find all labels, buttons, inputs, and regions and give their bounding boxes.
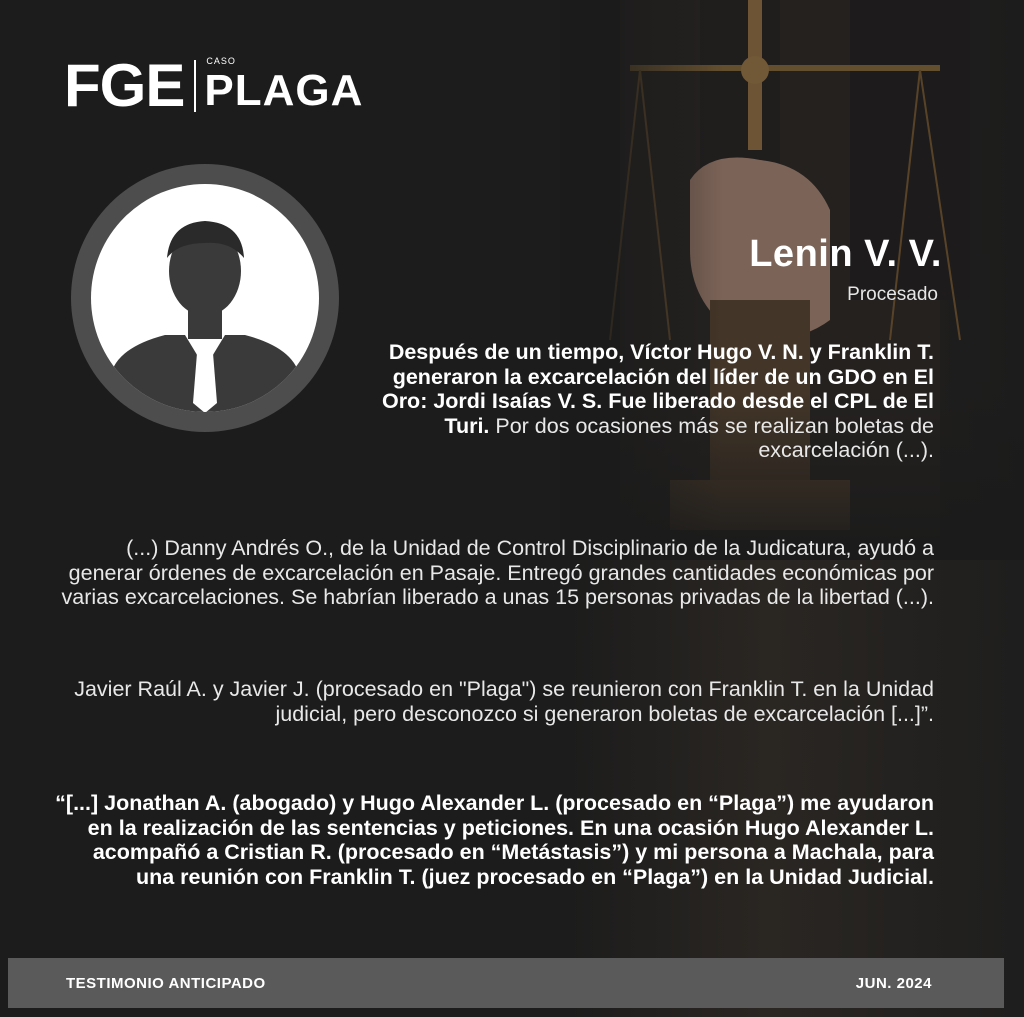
logo-plaga-group: [204, 56, 363, 116]
person-name: Lenin V. V.: [749, 233, 942, 275]
footer-label: TESTIMONIO ANTICIPADO: [66, 975, 266, 992]
logo-fge-text: FGE: [64, 52, 185, 119]
person-silhouette-icon: [70, 163, 340, 433]
testimony-paragraph-1: [354, 340, 934, 463]
fge-plaga-logo: [64, 52, 364, 119]
logo-caso-text: CASO: [206, 56, 236, 66]
logo-separator: [194, 60, 196, 112]
logo-plaga-text: PLAGA: [204, 66, 364, 115]
testimony-paragraph-2: (...) Danny Andrés O., de la Unidad de Control Disciplinario de la Judicatura, ayudó a generar órdenes de excarcelación en Pasaje. Entregó grandes cantidades económicas por varias excarcelaciones. Se habrían liberado a unas 15 personas privadas de la libertad (...).: [61, 536, 934, 609]
footer-date: JUN. 2024: [855, 975, 932, 992]
testimony-paragraph-1-normal: Por dos ocasiones más se realizan boletas de excarcelación (...).: [489, 413, 934, 462]
person-role: Procesado: [847, 284, 938, 305]
scales-of-justice-photo: [560, 0, 1024, 560]
testimony-paragraph-1-bold: Después de un tiempo, Víctor Hugo V. N. y Franklin T. generaron la excarcelación del líder de un GDO en El Oro: Jordi Isaías V. S. Fue liberado desde el CPL de El Turi.: [381, 340, 934, 438]
footer-bar: [8, 958, 1004, 1008]
testimony-paragraph-3: Javier Raúl A. y Javier J. (procesado en "Plaga") se reunieron con Franklin T. en la Unidad judicial, pero desconozco si generaron boletas de excarcelación [...]”.: [74, 677, 934, 726]
testimony-paragraph-4: “[...] Jonathan A. (abogado) y Hugo Alexander L. (procesado en “Plaga”) me ayudaron en la realización de las sentencias y peticiones. En una ocasión Hugo Alexander L. acompañó a Cristian R. (procesado en “Metástasis”) y mi persona a Machala, para una reunión con Franklin T. (juez procesado en “Plaga”) en la Unidad Judicial.: [55, 791, 934, 889]
